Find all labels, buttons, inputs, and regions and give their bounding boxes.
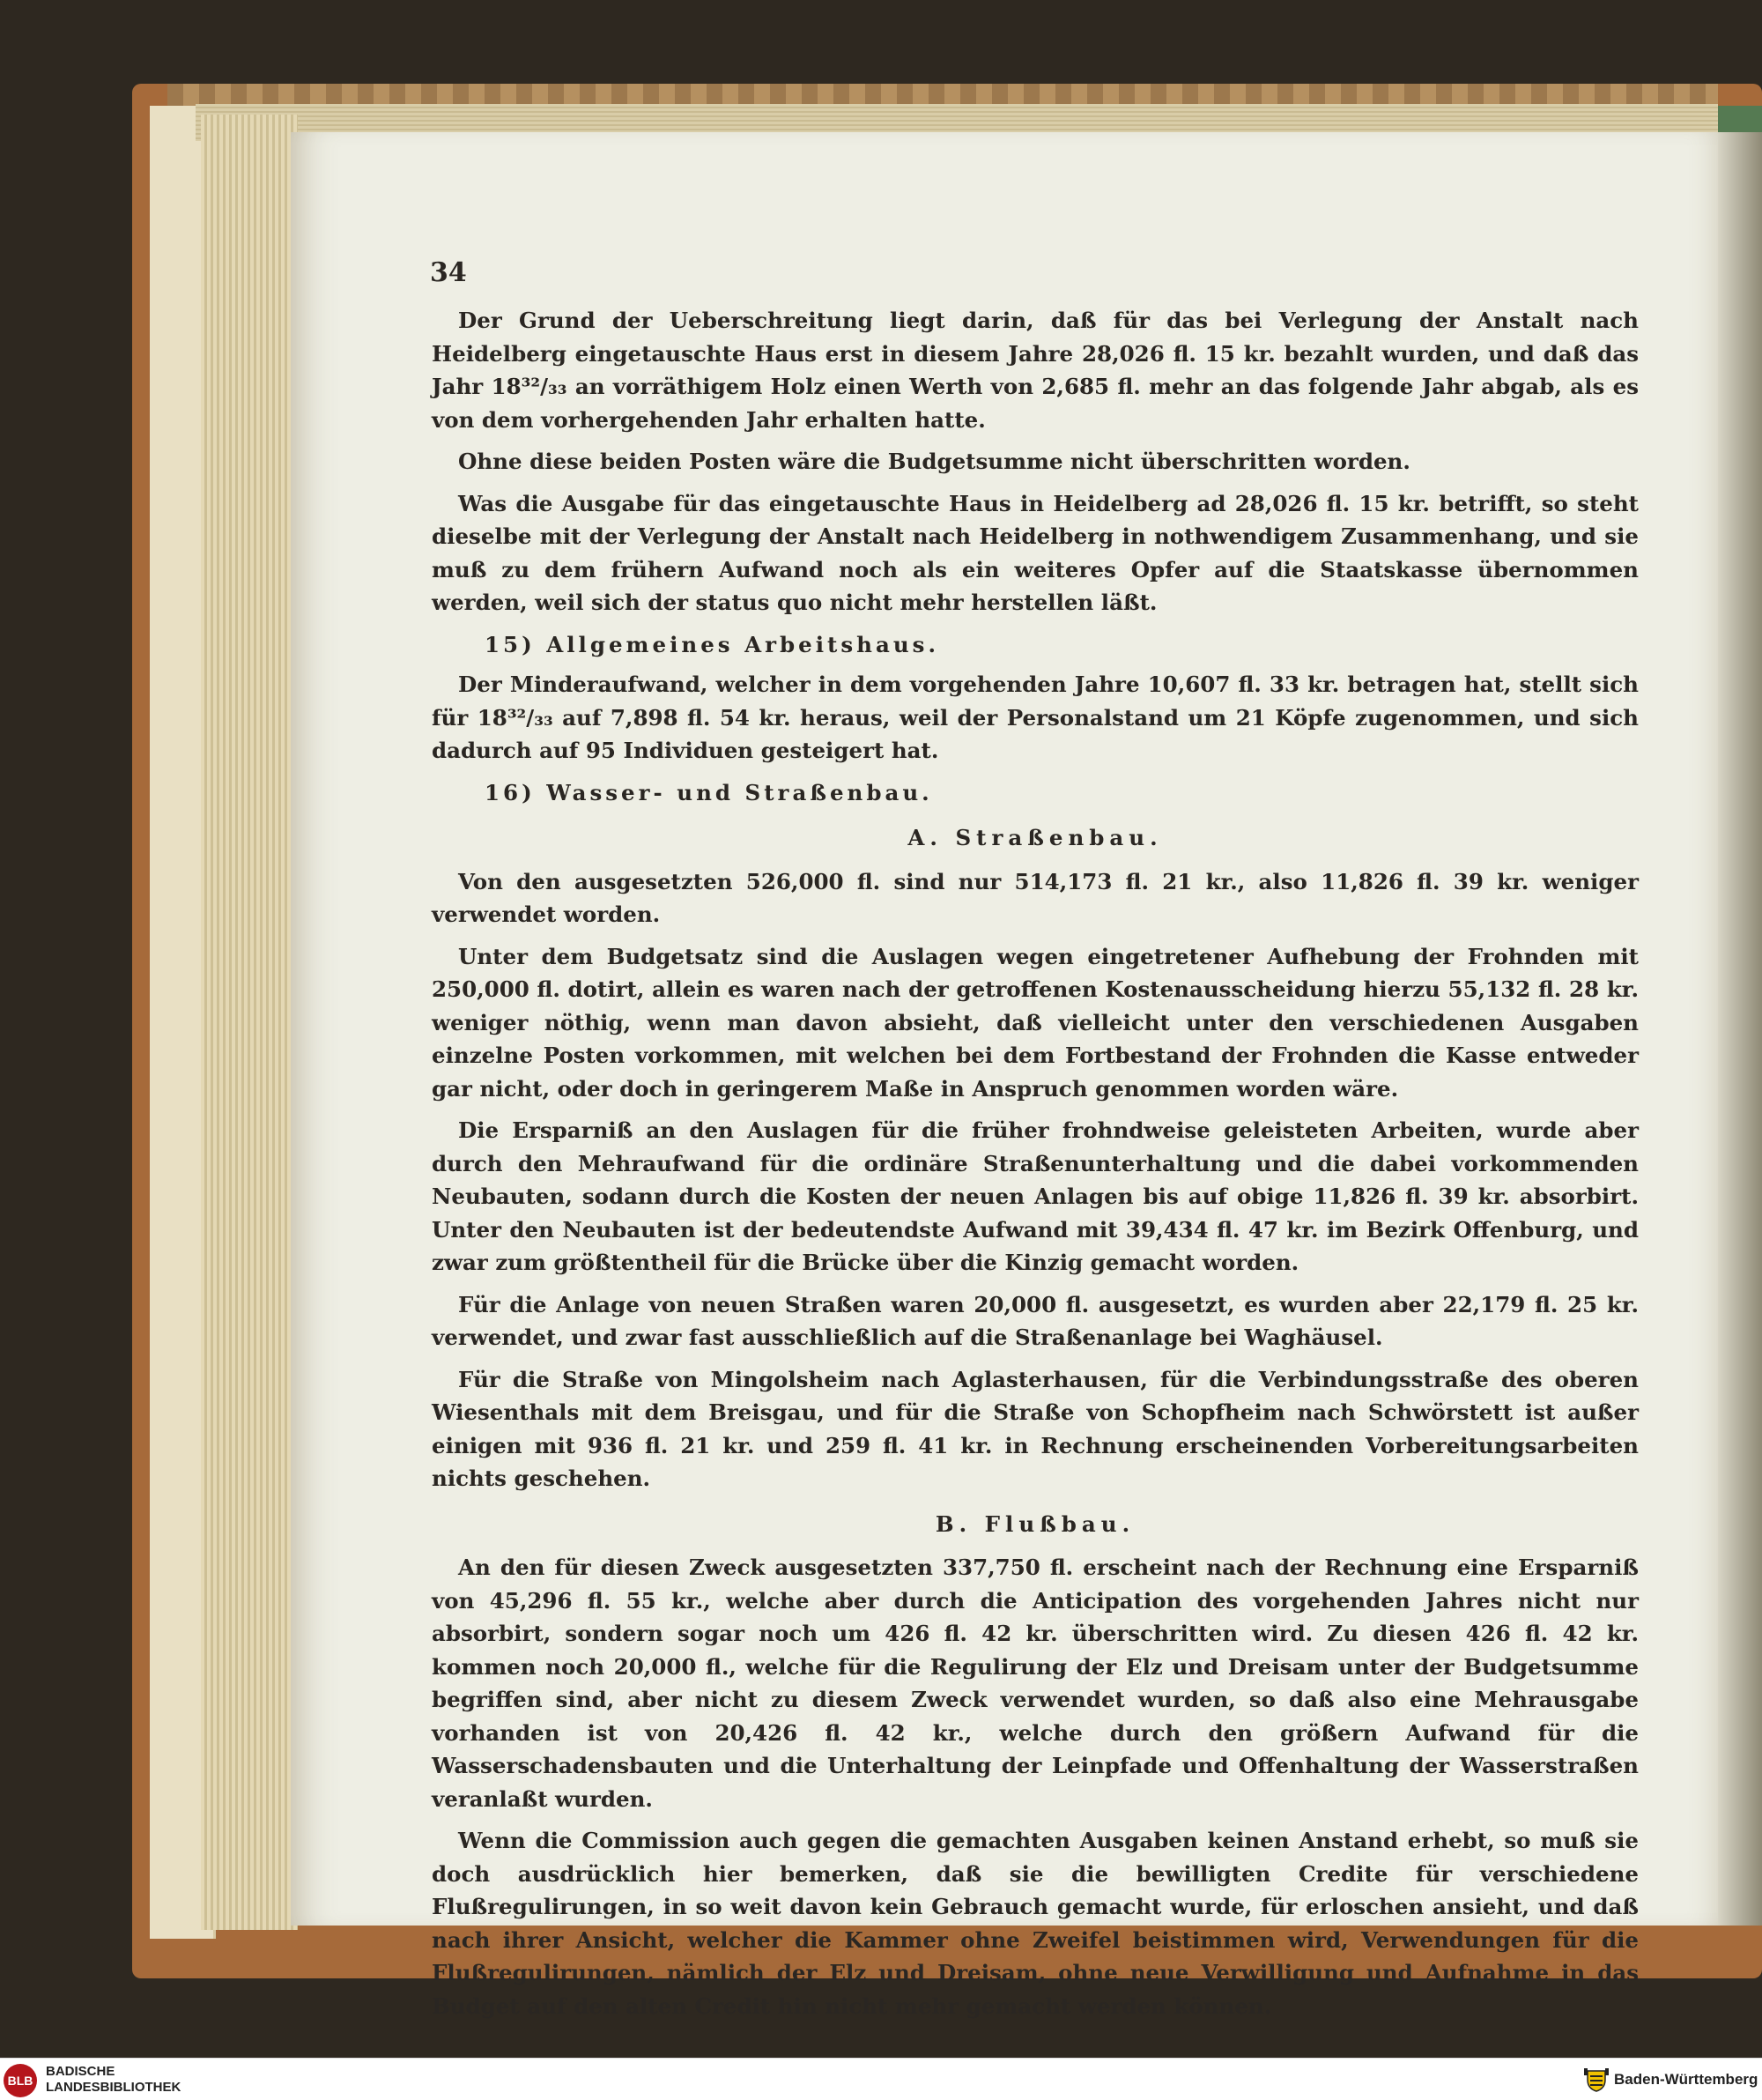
section-heading: 15) Allgemeines Arbeitshaus. <box>485 631 939 657</box>
coat-of-arms-icon <box>1582 2067 1610 2092</box>
page-stack <box>201 115 298 1930</box>
subsection-heading: B. Flußbau. <box>935 1510 1136 1537</box>
paragraph: An den für diesen Zweck ausgesetzten 337,750 fl. erscheint nach der Rechnung eine Ersparniß von 45,296 fl. 55 kr., welche aber durch die Anticipation des vorgehenden Jahres nicht nur absorbirt, sondern sogar noch um 426 fl. 42 kr. überschritten wird. Zu diesen 426 fl. 42 kr. kommen noch 20,000 fl., welche für die Regulirung der Elz und Dreisam unter der Budgetsumme begriffen sind, aber nicht zu diesem Zweck verwendet wurden, so daß also eine Mehrausgabe vorhanden ist von 20,426 fl. 42 kr., welche durch den größern Aufwand für die Wasserschadensbauten und die Unterhaltung der Leinpfade und Offenhaltung der Wasserstraßen veranlaßt wurden. <box>432 1555 1639 1812</box>
paragraph: Für die Straße von Mingolsheim nach Aglasterhausen, für die Verbindungsstraße des oberen Wiesenthals mit dem Breisgau, und für die Straße von Schopfheim nach Schwörstett ist außer einigen mit 936 fl. 21 kr. und 259 fl. 41 kr. in Rechnung erscheinenden Vorbereitungsarbeiten nichts geschehen. <box>432 1366 1639 1491</box>
paragraph: Der Grund der Ueberschreitung liegt darin, daß für das bei Verlegung der Anstalt nach Heidelberg eingetauschte Haus erst in diesem Jahre 28,026 fl. 15 kr. bezahlt wurden, und daß das Jahr 18³²/₃₃ an vorräthigem Holz einen Werth von 2,685 fl. mehr an das folgende Jahr abgab, als es von dem vorhergehenden Jahr erhalten hatte. <box>432 308 1639 433</box>
paragraph: Die Ersparniß an den Auslagen für die früher frohndweise geleisteten Arbeiten, wurde aber durch den Mehraufwand für die ordinäre Straßenunterhaltung und die dabei vorkommenden Neubauten, sodann durch die Kosten der neuen Anlagen bis auf obige 11,826 fl. 39 kr. absorbirt. Unter den Neubauten ist der bedeutendste Aufwand mit 39,434 fl. 47 kr. im Bezirk Offenburg, und zwar zum größtentheil für die Brücke über die Kinzig gemacht worden. <box>432 1117 1639 1275</box>
blb-label-line2: LANDESBIBLIOTHEK <box>46 2080 181 2095</box>
page-right-edge <box>1718 132 1762 1926</box>
paragraph: Was die Ausgabe für das eingetauschte Haus in Heidelberg ad 28,026 fl. 15 kr. betrifft, so steht dieselbe mit der Verlegung der Anstalt nach Heidelberg in nothwendigem Zusammenhang, und sie muß zu dem frühern Aufwand noch als ein weiteres Opfer auf die Staatskasse übernommen werden, weil sich der status quo nicht mehr herstellen läßt. <box>432 490 1639 615</box>
footer-bar <box>0 2058 1762 2100</box>
paragraph: Ohne diese beiden Posten wäre die Budgetsumme nicht überschritten worden. <box>458 449 1410 474</box>
blb-label[interactable] <box>46 2064 181 2096</box>
page-text <box>432 304 1639 2031</box>
blb-label-line1: BADISCHE <box>46 2064 115 2079</box>
blb-logo[interactable]: BLB <box>4 2064 37 2097</box>
section-heading: 16) Wasser- und Straßenbau. <box>485 779 933 805</box>
page-number: 34 <box>430 257 467 288</box>
paragraph: Von den ausgesetzten 526,000 fl. sind nur 514,173 fl. 21 kr., also 11,826 fl. 39 kr. weniger verwendet worden. <box>432 868 1639 927</box>
paragraph: Wenn die Commission auch gegen die gemachten Ausgaben keinen Anstand erhebt, so muß sie doch ausdrücklich hier bemerken, daß sie die bewilligten Credite für verschiedene Flußregulirungen, in so weit davon kein Gebrauch gemacht wurde, für erloschen ansieht, und daß nach ihrer Ansicht, welcher die Kammer ohne Zweifel beistimmen wird, Verwendungen für die Flußregulirungen, nämlich der Elz und Dreisam, ohne neue Verwilligung und Aufnahme in das Budget auf den alten Credit hin nicht mehr gemacht werden können. <box>432 1828 1639 2019</box>
paragraph: Unter dem Budgetsatz sind die Auslagen wegen eingetretener Aufhebung der Frohnden mit 250,000 fl. dotirt, allein es waren nach der getroffenen Kostenausscheidung hierzu 55,132 fl. 28 kr. weniger nöthig, wenn man davon absieht, daß vielleicht unter den verschiedenen Ausgaben einzelne Posten vorkommen, mit welchen bei dem Fortbestand der Frohnden die Kasse entweder gar nicht, oder doch in geringerem Maße in Anspruch genommen worden wäre. <box>432 943 1639 1102</box>
subsection-heading: A. Straßenbau. <box>907 825 1163 850</box>
paragraph: Für die Anlage von neuen Straßen waren 20,000 fl. ausgesetzt, es wurden aber 22,179 fl. 25 kr. verwendet, und zwar fast ausschließlich auf die Straßenanlage bei Waghäusel. <box>432 1291 1639 1350</box>
baden-wuerttemberg-label[interactable]: Baden-Württemberg <box>1614 2071 1758 2088</box>
paragraph: Der Minderaufwand, welcher in dem vorgehenden Jahre 10,607 fl. 33 kr. betragen hat, stellt sich für 18³²/₃₃ auf 7,898 fl. 54 kr. heraus, weil der Personalstand um 21 Köpfe zugenommen, und sich dadurch auf 95 Individuen gesteigert hat. <box>432 672 1639 763</box>
